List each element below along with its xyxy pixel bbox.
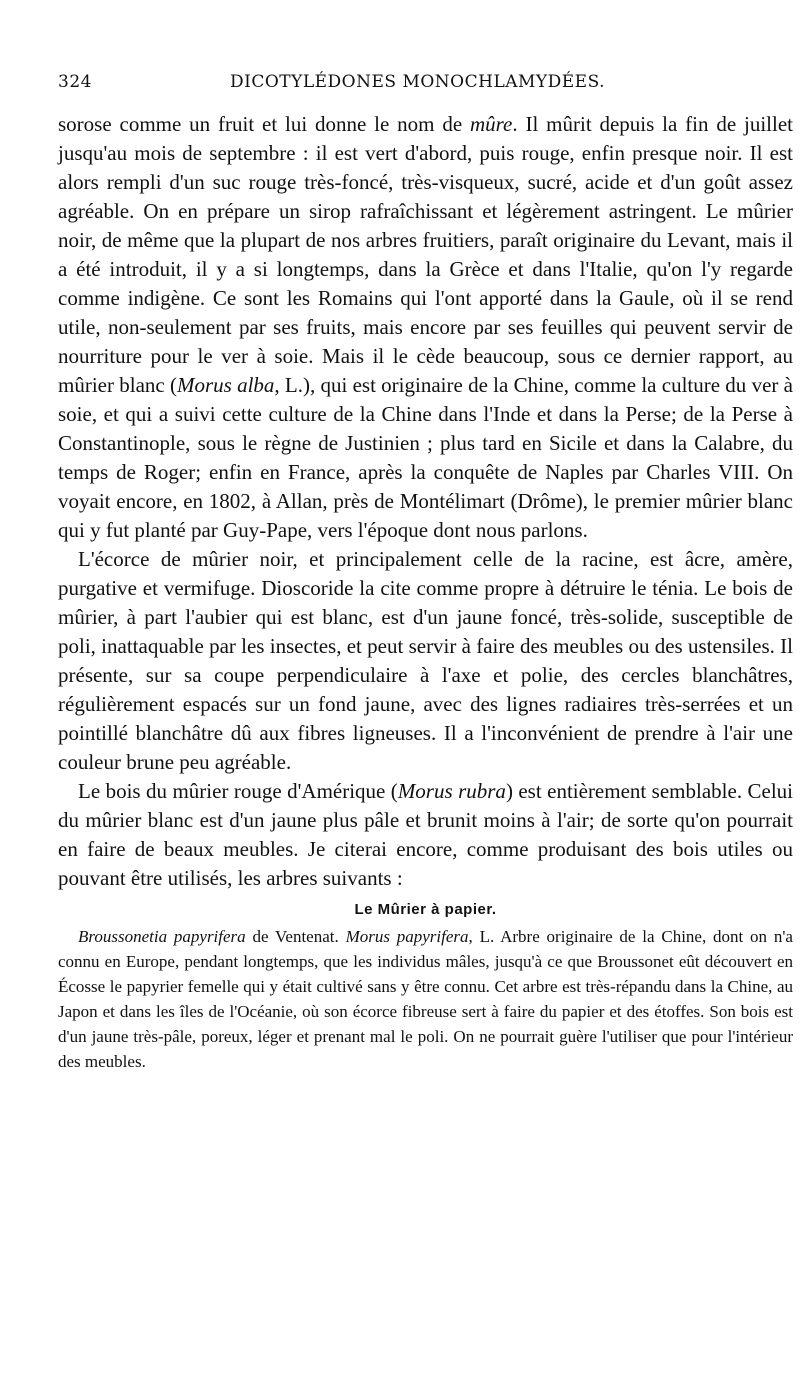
italic-term: mûre — [470, 112, 513, 136]
paragraph-bois-rouge — [58, 777, 793, 893]
section-heading: Le Mûrier à papier. — [354, 901, 497, 918]
text-run: de Ventenat. — [245, 927, 346, 946]
text-run: sorose comme un fruit et lui donne le nom de — [58, 112, 470, 136]
text-run: , L. Arbre originaire de la Chine, dont on n'a connu en Europe, pendant longtemps, que les individus mâles, jusqu'à ce que Broussonet eût découvert en Écosse le papyrier femelle qui y était cultivé sans y être connu. Cet arbre est très-répandu dans la Chine, au Japon et dans les îles de l'Océanie, où son écorce fibreuse sert à faire du papier et des étoffes. Son bois est d'un jaune très-pâle, poreux, léger et prenant mal le poli. On ne pourrait guère l'utiliser que pour l'intérieur des meubles. — [58, 927, 793, 1071]
running-title: DICOTYLÉDONES MONOCHLAMYDÉES. — [230, 72, 606, 92]
page-number: 324 — [58, 72, 92, 92]
italic-species-name: Broussonetia papyrifera — [78, 927, 246, 946]
italic-species-name: Morus papyrifera — [345, 927, 469, 946]
paragraph-ecorce: L'écorce de mûrier noir, et principalement celle de la racine, est âcre, amère, purgative et vermifuge. Dioscoride la cite comme propre à détruire le ténia. Le bois de mûrier, à part l'aubier qui est blanc, est d'un jaune foncé, très-solide, susceptible de poli, inattaquable par les insectes, et peut servir à faire des meubles ou des ustensiles. Il présente, sur sa coupe perpendiculaire à l'axe et polie, des cercles blanchâtres, régulièrement espacés sur un fond jaune, avec des lignes radiaires très-serrées et un pointillé blanchâtre dû aux fibres ligneuses. Il a l'inconvénient de prendre à l'air une couleur brune peu agréable. — [58, 547, 793, 774]
running-head — [58, 66, 793, 100]
main-text — [58, 110, 793, 893]
section-text — [58, 924, 793, 1074]
paragraph-mure — [58, 110, 793, 545]
text-run: ) est entièrement semblable. Celui du mûrier blanc est d'un jaune plus pâle et brunit moins à l'air; de sorte qu'on pourrait en faire de beaux meubles. Je citerai encore, comme produisant des bois utiles ou pouvant être utilisés, les arbres suivants : — [58, 779, 793, 890]
text-run: Le bois du mûrier rouge d'Amérique ( — [78, 779, 398, 803]
text-run: . Il mûrit depuis la fin de juillet jusqu'au mois de septembre : il est vert d'abord, puis rouge, enfin presque noir. Il est alors rempli d'un suc rouge très-foncé, très-visqueux, sucré, acide et d'un goût assez agréable. On en prépare un sirop rafraîchissant et légèrement astringent. Le mûrier noir, de même que la plupart de nos arbres fruitiers, paraît originaire du Levant, mais il a été introduit, il y a si longtemps, dans la Grèce et dans l'Italie, qu'on l'y regarde comme indigène. Ce sont les Romains qui l'ont apporté dans la Gaule, où il se rend utile, non-seulement par ses fruits, mais encore par ses feuilles qui peuvent servir de nourriture pour le ver à soie. Mais il le cède beaucoup, sous ce dernier rapport, au mûrier blanc ( — [58, 112, 793, 397]
text-run: , L.), qui est originaire de la Chine, comme la culture du ver à soie, et qui a suivi cette culture de la Chine dans l'Inde et dans la Perse; de la Perse à Constantinople, sous le règne de Justinien ; plus tard en Sicile et dans la Calabre, du temps de Roger; enfin en France, après la conquête de Naples par Charles VIII. On voyait encore, en 1802, à Allan, près de Montélimart (Drôme), le premier mûrier blanc qui y fut planté par Guy-Pape, vers l'époque dont nous parlons. — [58, 373, 793, 542]
book-page — [58, 66, 793, 1074]
italic-species-name: Morus rubra — [397, 779, 506, 803]
italic-species-name: Morus alba — [176, 373, 275, 397]
paragraph-murier-papier — [58, 924, 793, 1074]
